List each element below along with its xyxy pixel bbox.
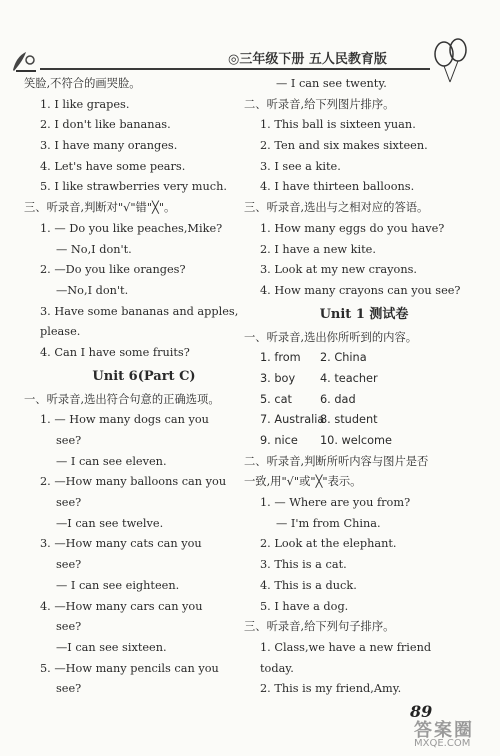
text-line: 5. —How many pencils can you	[40, 661, 219, 675]
text-line: 3. Look at my new crayons.	[260, 263, 417, 277]
text-line: — I can see eleven.	[56, 454, 167, 468]
text-line: 一致,用"√"或"╳"表示。	[244, 475, 362, 489]
book-logo-icon	[10, 48, 40, 74]
watermark-url: MXQE.COM	[414, 738, 471, 749]
text-line: 5. I have a dog.	[260, 599, 349, 613]
text-line: — I can see twenty.	[276, 77, 387, 90]
text-line: 1. This ball is sixteen yuan.	[260, 118, 416, 132]
text-line: 5. I like strawberries very much.	[40, 180, 227, 194]
text-line: 4. This is a duck.	[260, 578, 357, 592]
word-option: 7. Australia	[260, 413, 325, 427]
text-line: 4. Can I have some fruits?	[40, 345, 190, 359]
header-title: ◎三年级下册 五人民教育版	[228, 52, 387, 67]
text-line: 3. Have some bananas and apples,	[40, 304, 239, 318]
text-line: 三、听录音,给下列句子排序。	[244, 620, 395, 634]
text-line: 1. How many eggs do you have?	[260, 221, 445, 235]
page-number: 89	[410, 702, 433, 721]
text-line: 笑脸,不符合的画哭脸。	[24, 77, 141, 90]
text-line: please.	[40, 325, 81, 339]
text-line: 一、听录音,选出符合句意的正确选项。	[24, 392, 220, 406]
text-line: 二、听录音,判断所听内容与图片是否	[244, 454, 429, 468]
text-line: 2. Ten and six makes sixteen.	[260, 139, 428, 153]
page-header	[0, 38, 500, 78]
text-line: —No,I don't.	[56, 283, 129, 297]
text-line: 1. Class,we have a new friend	[260, 640, 432, 654]
word-pair-row	[244, 390, 484, 411]
word-option: 5. cat	[260, 392, 292, 406]
word-option: 9. nice	[260, 434, 298, 447]
word-pair-row	[244, 348, 484, 369]
right-column	[244, 74, 484, 700]
unit6-title: Unit 6(Part C)	[92, 368, 196, 384]
unit1-title: Unit 1 测试卷	[319, 306, 409, 322]
word-option: 10. welcome	[320, 434, 392, 447]
word-pair-row	[244, 431, 484, 452]
text-line: 2. —How many balloons can you	[40, 475, 227, 489]
text-line: 二、听录音,给下列图片排序。	[244, 97, 395, 111]
text-line: 1. — Do you like peaches,Mike?	[40, 221, 223, 235]
text-line: 2. —Do you like oranges?	[40, 263, 186, 277]
text-line: 3. I have many oranges.	[40, 139, 178, 153]
word-option: 4. teacher	[320, 371, 378, 385]
text-line: —I can see sixteen.	[56, 640, 167, 654]
text-line: 三、听录音,判断对"√"错"╳"。	[24, 201, 176, 215]
text-line: — I'm from China.	[276, 516, 381, 530]
text-line: 4. Let's have some pears.	[40, 159, 186, 173]
text-line: 1. — Where are you from?	[260, 496, 411, 510]
text-line: 2. I have a new kite.	[260, 242, 376, 256]
text-line: 2. I don't like bananas.	[40, 118, 171, 132]
text-line: 4. How many crayons can you see?	[260, 283, 461, 297]
text-line: 三、听录音,选出与之相对应的答语。	[244, 201, 429, 215]
text-line: 3. I see a kite.	[260, 159, 341, 173]
word-option: 1. from	[260, 351, 301, 365]
text-line: see?	[56, 620, 82, 634]
text-line: 2. Look at the elephant.	[260, 537, 397, 551]
header-rule	[40, 68, 430, 70]
text-line: — I can see eighteen.	[56, 578, 180, 592]
word-option: 3. boy	[260, 371, 296, 385]
text-line: 2. This is my friend,Amy.	[260, 682, 402, 696]
word-option: 8. student	[320, 413, 378, 427]
watermark-text: 答案圈	[414, 720, 474, 741]
text-line: see?	[56, 434, 82, 447]
text-line: see?	[56, 682, 82, 696]
word-option: 6. dad	[320, 392, 356, 406]
text-line: 3. —How many cats can you	[40, 537, 202, 551]
text-line: see?	[56, 496, 82, 510]
text-line: 4. I have thirteen balloons.	[260, 180, 415, 194]
site-watermark	[414, 716, 500, 756]
text-line: — No,I don't.	[56, 242, 132, 256]
text-line: 1. I like grapes.	[40, 97, 130, 111]
text-line: see?	[56, 558, 82, 572]
text-line: 3. This is a cat.	[260, 558, 347, 572]
text-line: 1. — How many dogs can you	[40, 413, 209, 427]
text-line: —I can see twelve.	[56, 516, 164, 530]
word-pair-row	[244, 410, 484, 431]
text-line: today.	[260, 661, 294, 675]
section-heading: 一、听录音,选出你所听到的内容。	[244, 330, 418, 344]
text-line: 4. —How many cars can you	[40, 599, 203, 613]
left-column	[24, 74, 264, 700]
word-pair-row	[244, 369, 484, 390]
word-option: 2. China	[320, 351, 367, 365]
